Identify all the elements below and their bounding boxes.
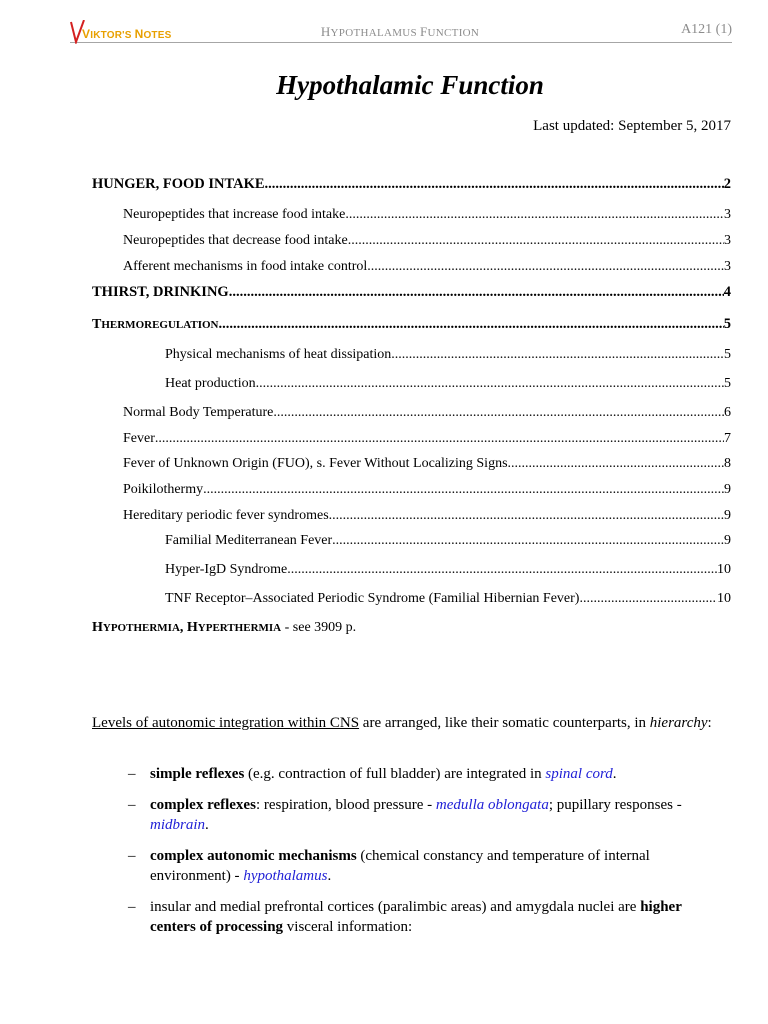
intro-underlined-term: Levels of autonomic integration within CNS xyxy=(92,715,360,731)
toc-entry[interactable]: Normal Body Temperature ..... 6 xyxy=(123,405,731,421)
toc-entry[interactable]: Hyper-IgD Syndrome ..... 10 xyxy=(165,562,731,578)
intro-paragraph: Levels of autonomic integration within CNS are arranged, like their somatic counterparts, in hierarchy: xyxy=(92,715,712,731)
toc-entry[interactable]: Fever ..... 7 xyxy=(123,431,731,447)
toc-entry[interactable]: THIRST, DRINKING ..... 4 xyxy=(92,284,731,301)
toc-entry[interactable]: THERMOREGULATION ..... 5 xyxy=(92,316,731,333)
toc-entry[interactable]: Physical mechanisms of heat dissipation ..... 5 xyxy=(165,347,731,363)
toc-entry[interactable]: Neuropeptides that increase food intake ..... 3 xyxy=(123,207,731,223)
page-header xyxy=(70,18,732,43)
term-link: midbrain xyxy=(150,817,206,833)
toc-entry[interactable]: Fever of Unknown Origin (FUO), s. Fever Without Localizing Signs ..... 8 xyxy=(123,456,731,472)
header-page-code: A121 (1) xyxy=(681,22,732,37)
term-link: spinal cord xyxy=(545,766,613,782)
toc-entry[interactable]: HUNGER, FOOD INTAKE ..... 2 xyxy=(92,176,731,193)
term-link: medulla oblongata xyxy=(435,797,549,813)
bullet-item: – insular and medial prefrontal cortices (paralimbic areas) and amygdala nuclei are higher centers of processing visceral information: xyxy=(128,899,682,935)
logo-text: VIKTOR'S NOTES xyxy=(82,27,172,41)
header-title: HYPOTHALAMUS FUNCTION xyxy=(320,24,480,39)
toc-entry[interactable]: Poikilothermy ..... 9 xyxy=(123,482,731,498)
bullet-item: – complex autonomic mechanisms (chemical constancy and temperature of internal environment) - hypothalamus. xyxy=(128,848,650,884)
toc-entry[interactable]: Hereditary periodic fever syndromes ..... 9 xyxy=(123,508,731,524)
document-title: Hypothalamic Function xyxy=(276,70,544,100)
toc-entry[interactable]: Heat production ..... 5 xyxy=(165,376,731,392)
toc-entry[interactable]: TNF Receptor–Associated Periodic Syndrome (Familial Hibernian Fever) ..... 10 xyxy=(165,591,731,607)
bullet-item: – simple reflexes (e.g. contraction of full bladder) are integrated in spinal cord. xyxy=(128,766,617,782)
last-updated: Last updated: September 5, 2017 xyxy=(533,118,731,134)
term-link: hypothalamus xyxy=(243,868,328,884)
bullet-item: – complex reflexes: respiration, blood pressure - medulla oblongata; pupillary responses - midbrain. xyxy=(128,797,682,833)
toc-entry[interactable]: Afferent mechanisms in food intake control ..... 3 xyxy=(123,259,731,275)
toc-entry[interactable]: Familial Mediterranean Fever ..... 9 xyxy=(165,533,731,549)
cross-reference-line: HYPOTHERMIA, HYPERTHERMIA - see 3909 p. xyxy=(92,620,357,635)
toc-entry[interactable]: Neuropeptides that decrease food intake ..... 3 xyxy=(123,233,731,249)
